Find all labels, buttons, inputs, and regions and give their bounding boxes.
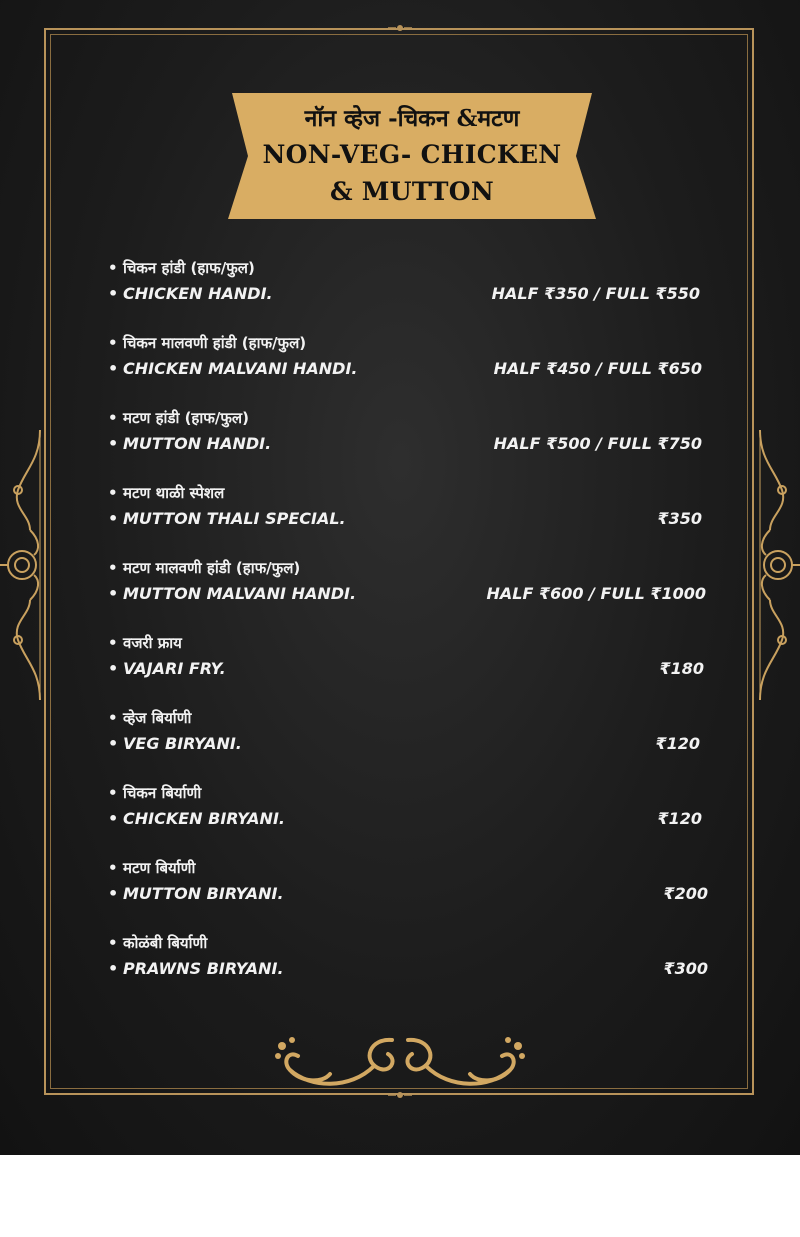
right-scroll-ornament-icon (750, 420, 800, 710)
item-price: ₹200 (663, 884, 708, 903)
item-name-marathi: • मटण बिर्याणी (108, 859, 196, 877)
item-price: HALF ₹500 / FULL ₹750 (493, 434, 702, 453)
title-english-line2: & MUTTON (329, 177, 495, 206)
menu-item (108, 406, 708, 481)
menu-item (108, 931, 708, 1006)
item-name-english: • PRAWNS BIRYANI. (108, 959, 284, 978)
item-name-marathi: • वजरी फ्राय (108, 634, 182, 652)
top-ornament-icon (386, 22, 414, 34)
menu-item (108, 631, 708, 706)
item-name-english: • MUTTON HANDI. (108, 434, 272, 453)
item-price: HALF ₹450 / FULL ₹650 (493, 359, 702, 378)
item-price: ₹120 (655, 734, 700, 753)
item-name-marathi: • कोळंबी बिर्याणी (108, 934, 208, 952)
item-name-marathi: • चिकन बिर्याणी (108, 784, 202, 802)
item-name-marathi: • व्हेज बिर्याणी (108, 709, 192, 727)
item-price: ₹180 (659, 659, 704, 678)
item-price: HALF ₹600 / FULL ₹1000 (486, 584, 706, 603)
menu-item (108, 481, 708, 556)
item-name-english: • MUTTON BIRYANI. (108, 884, 284, 903)
item-name-english: • MUTTON THALI SPECIAL. (108, 509, 346, 528)
menu-item (108, 556, 708, 631)
item-price: ₹300 (663, 959, 708, 978)
item-name-english: • VEG BIRYANI. (108, 734, 242, 753)
title-marathi: नॉन व्हेज -चिकन &मटण (304, 105, 520, 132)
left-scroll-ornament-icon (0, 420, 50, 710)
bottom-flourish-icon (270, 1030, 530, 1094)
item-name-english: • MUTTON MALVANI HANDI. (108, 584, 357, 603)
menu-item (108, 856, 708, 931)
title-english-line1: NON-VEG- CHICKEN (262, 140, 562, 169)
item-name-english: • CHICKEN BIRYANI. (108, 809, 285, 828)
item-name-marathi: • चिकन मालवणी हांडी (हाफ/फुल) (108, 334, 307, 352)
menu-item (108, 706, 708, 781)
item-name-marathi: • मटण मालवणी हांडी (हाफ/फुल) (108, 559, 301, 577)
item-name-english: • CHICKEN MALVANI HANDI. (108, 359, 358, 378)
item-price: ₹120 (657, 809, 702, 828)
title-banner (228, 93, 596, 219)
item-name-marathi: • मटण हांडी (हाफ/फुल) (108, 409, 249, 427)
item-name-marathi: • चिकन हांडी (हाफ/फुल) (108, 259, 255, 277)
item-price: ₹350 (657, 509, 702, 528)
item-name-english: • CHICKEN HANDI. (108, 284, 273, 303)
item-price: HALF ₹350 / FULL ₹550 (491, 284, 700, 303)
menu-item (108, 781, 708, 856)
item-name-english: • VAJARI FRY. (108, 659, 226, 678)
menu-item (108, 256, 708, 331)
menu-items-list (108, 256, 708, 1006)
item-name-marathi: • मटण थाळी स्पेशल (108, 484, 225, 502)
menu-item (108, 331, 708, 406)
